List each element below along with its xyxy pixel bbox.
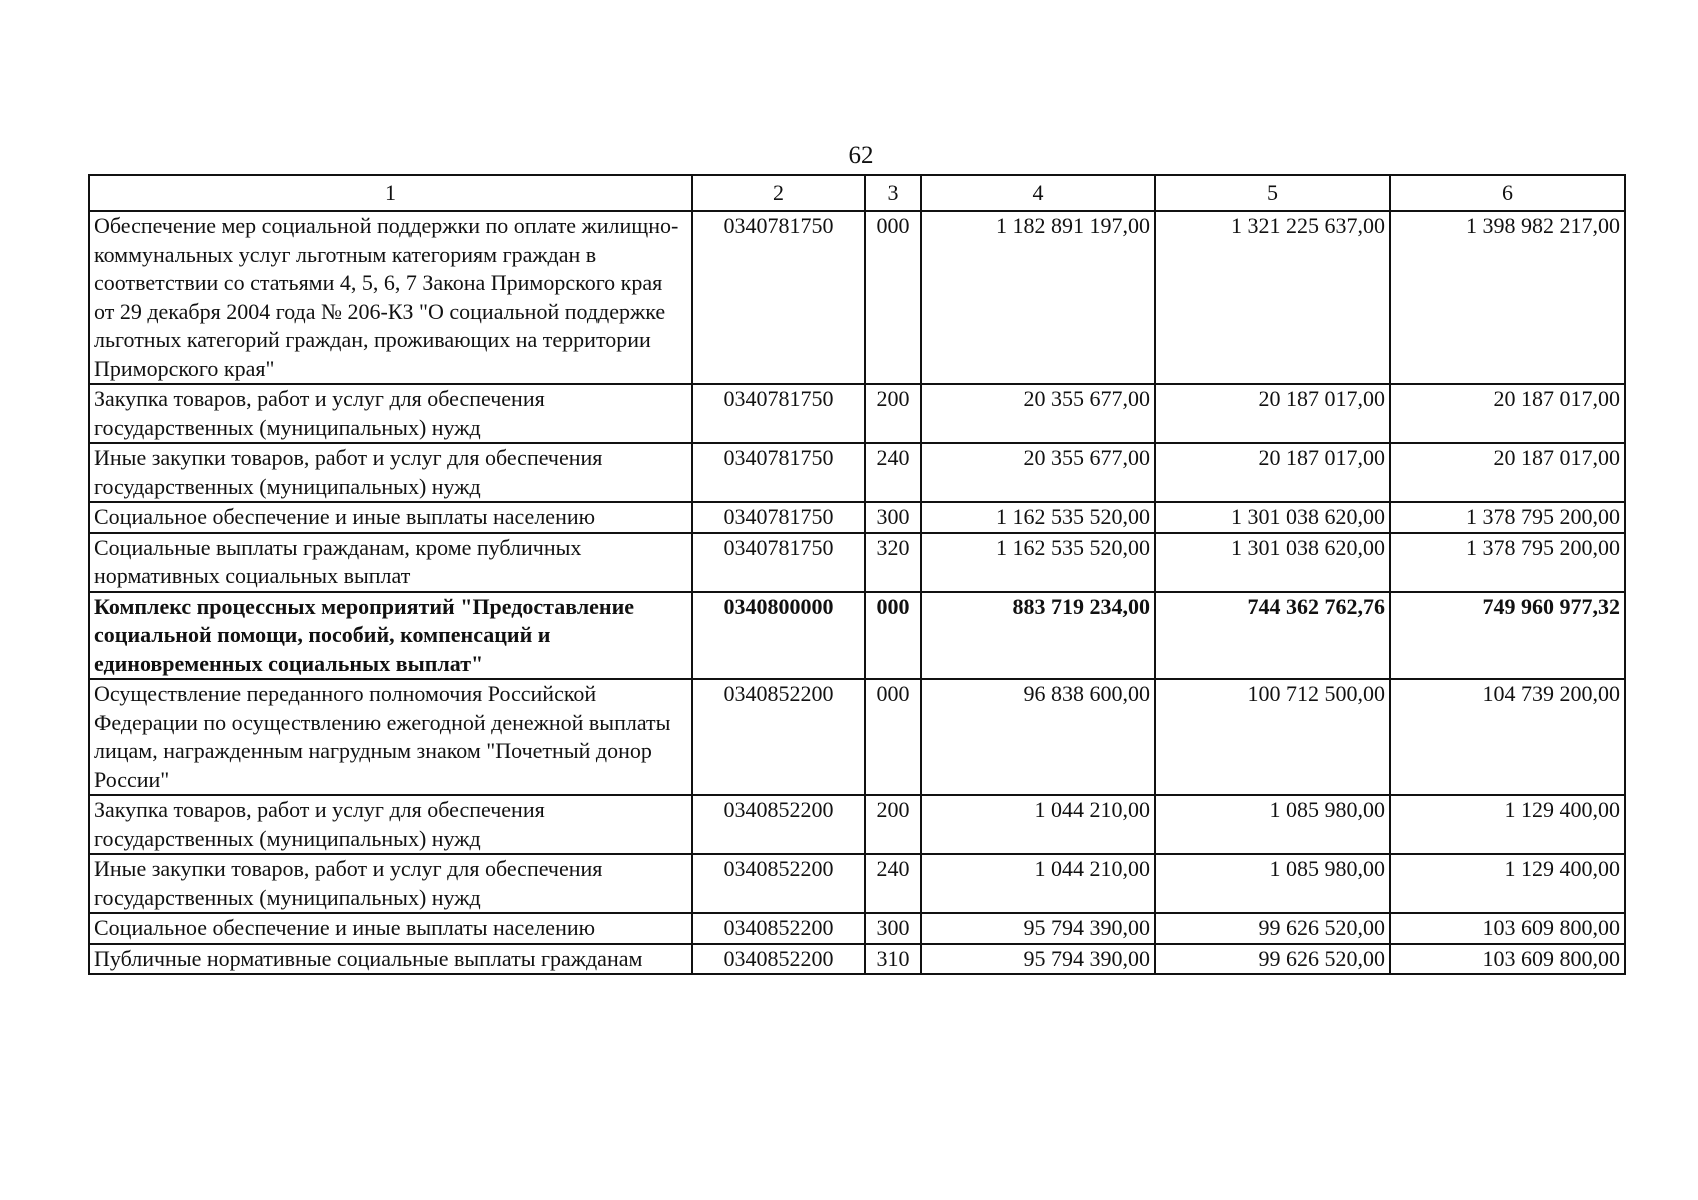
page-number: 62 (848, 142, 874, 169)
row-amount-2: 20 187 017,00 (1155, 384, 1390, 443)
row-amount-1: 95 794 390,00 (921, 944, 1155, 975)
table-row (89, 443, 1625, 502)
table-row (89, 592, 1625, 680)
row-code: 0340852200 (692, 679, 865, 795)
row-amount-1: 1 044 210,00 (921, 795, 1155, 854)
row-amount-3: 749 960 977,32 (1390, 592, 1625, 680)
row-amount-2: 744 362 762,76 (1155, 592, 1390, 680)
row-amount-1: 883 719 234,00 (921, 592, 1155, 680)
table-row (89, 502, 1625, 533)
row-amount-3: 104 739 200,00 (1390, 679, 1625, 795)
row-type: 000 (865, 679, 921, 795)
row-code: 0340852200 (692, 795, 865, 854)
row-amount-3: 20 187 017,00 (1390, 384, 1625, 443)
row-type: 000 (865, 211, 921, 384)
row-name: Закупка товаров, работ и услуг для обеспечения государственных (муниципальных) нужд (89, 795, 692, 854)
row-type: 320 (865, 533, 921, 592)
row-type: 240 (865, 854, 921, 913)
header-col-6: 6 (1390, 175, 1625, 211)
row-code: 0340852200 (692, 944, 865, 975)
row-name: Комплекс процессных мероприятий "Предоставление социальной помощи, пособий, компенсаций и единовременных социальных выплат" (89, 592, 692, 680)
row-name: Социальное обеспечение и иные выплаты населению (89, 502, 692, 533)
row-amount-1: 20 355 677,00 (921, 443, 1155, 502)
table-row (89, 854, 1625, 913)
row-amount-2: 1 085 980,00 (1155, 854, 1390, 913)
row-name: Осуществление переданного полномочия Российской Федерации по осуществлению ежегодной денежной выплаты лицам, награжденным нагрудным знаком "Почетный донор России" (89, 679, 692, 795)
header-row (89, 175, 1625, 211)
row-code: 0340781750 (692, 533, 865, 592)
row-code: 0340800000 (692, 592, 865, 680)
row-amount-3: 103 609 800,00 (1390, 913, 1625, 944)
row-amount-3: 1 398 982 217,00 (1390, 211, 1625, 384)
header-col-4: 4 (921, 175, 1155, 211)
row-amount-3: 103 609 800,00 (1390, 944, 1625, 975)
table-header (89, 175, 1625, 211)
table-row (89, 384, 1625, 443)
row-amount-3: 1 378 795 200,00 (1390, 502, 1625, 533)
row-amount-1: 20 355 677,00 (921, 384, 1155, 443)
table-body (89, 211, 1625, 974)
row-name: Социальные выплаты гражданам, кроме публичных нормативных социальных выплат (89, 533, 692, 592)
row-type: 300 (865, 502, 921, 533)
header-col-1: 1 (89, 175, 692, 211)
row-name: Обеспечение мер социальной поддержки по оплате жилищно-коммунальных услуг льготным категориям граждан в соответствии со статьями 4, 5, 6, 7 Закона Приморского края от 29 декабря 2004 года № 206-КЗ "О социальной поддержке льготных категорий граждан, проживающих на территории Приморского края" (89, 211, 692, 384)
row-amount-2: 1 301 038 620,00 (1155, 533, 1390, 592)
row-amount-1: 1 182 891 197,00 (921, 211, 1155, 384)
header-col-2: 2 (692, 175, 865, 211)
row-amount-1: 96 838 600,00 (921, 679, 1155, 795)
table-row (89, 795, 1625, 854)
row-amount-2: 99 626 520,00 (1155, 913, 1390, 944)
row-type: 000 (865, 592, 921, 680)
row-amount-2: 1 321 225 637,00 (1155, 211, 1390, 384)
table-row (89, 944, 1625, 975)
row-code: 0340852200 (692, 913, 865, 944)
row-name: Публичные нормативные социальные выплаты гражданам (89, 944, 692, 975)
table-row (89, 679, 1625, 795)
table-row (89, 533, 1625, 592)
row-code: 0340781750 (692, 443, 865, 502)
row-code: 0340781750 (692, 384, 865, 443)
row-code: 0340852200 (692, 854, 865, 913)
row-type: 200 (865, 795, 921, 854)
row-amount-2: 100 712 500,00 (1155, 679, 1390, 795)
table-row (89, 211, 1625, 384)
row-amount-1: 95 794 390,00 (921, 913, 1155, 944)
row-amount-2: 1 301 038 620,00 (1155, 502, 1390, 533)
row-name: Иные закупки товаров, работ и услуг для обеспечения государственных (муниципальных) нужд (89, 854, 692, 913)
row-amount-1: 1 162 535 520,00 (921, 502, 1155, 533)
row-code: 0340781750 (692, 211, 865, 384)
row-amount-2: 20 187 017,00 (1155, 443, 1390, 502)
row-amount-3: 1 129 400,00 (1390, 854, 1625, 913)
row-type: 200 (865, 384, 921, 443)
row-amount-3: 1 129 400,00 (1390, 795, 1625, 854)
row-name: Социальное обеспечение и иные выплаты населению (89, 913, 692, 944)
row-name: Иные закупки товаров, работ и услуг для обеспечения государственных (муниципальных) нужд (89, 443, 692, 502)
row-name: Закупка товаров, работ и услуг для обеспечения государственных (муниципальных) нужд (89, 384, 692, 443)
row-amount-2: 1 085 980,00 (1155, 795, 1390, 854)
row-amount-1: 1 044 210,00 (921, 854, 1155, 913)
row-amount-1: 1 162 535 520,00 (921, 533, 1155, 592)
row-amount-3: 20 187 017,00 (1390, 443, 1625, 502)
row-amount-3: 1 378 795 200,00 (1390, 533, 1625, 592)
header-col-5: 5 (1155, 175, 1390, 211)
header-col-3: 3 (865, 175, 921, 211)
row-type: 240 (865, 443, 921, 502)
table-row (89, 913, 1625, 944)
row-amount-2: 99 626 520,00 (1155, 944, 1390, 975)
row-type: 310 (865, 944, 921, 975)
budget-table (88, 174, 1626, 975)
row-code: 0340781750 (692, 502, 865, 533)
row-type: 300 (865, 913, 921, 944)
